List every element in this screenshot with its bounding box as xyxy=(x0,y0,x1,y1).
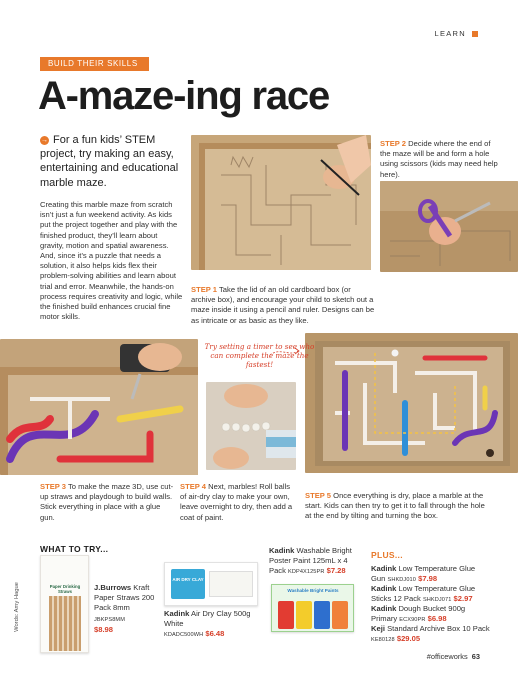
photo-scissors-hole xyxy=(380,181,518,272)
clay-brand: Kadink xyxy=(164,609,190,618)
clay-price: $6.48 xyxy=(205,629,225,639)
paint-brand: Kadink xyxy=(269,546,295,555)
plus-item-1-brand: Kadink xyxy=(371,564,397,573)
plus-item-4-price: $29.05 xyxy=(396,634,421,644)
plus-item-2-code: SHKDJ071 xyxy=(422,597,452,604)
plus-item-3-code: ECX90PR xyxy=(399,617,426,624)
banner-label: BUILD THEIR SKILLS xyxy=(48,59,138,68)
straws-brand: J.Burrows xyxy=(94,583,132,592)
plus-item-4-code: KE80128 xyxy=(371,637,395,644)
step2-text: Decide where the end of the maze will be and form a hole using scissors (kids may need help here). xyxy=(380,139,498,179)
step4-text: Next, marbles! Roll balls of air-dry clay to make your own, leave overnight to dry, then add a coat of paint. xyxy=(180,482,293,522)
page-title: A-maze-ing race xyxy=(38,74,329,118)
what-to-try-heading: WHAT TO TRY... xyxy=(40,544,109,554)
intro-bullet-icon: → xyxy=(41,137,48,144)
product-straws-info xyxy=(94,583,156,635)
product-paint-info xyxy=(269,546,359,578)
product-straws-image xyxy=(40,555,89,653)
plus-item-3 xyxy=(371,604,491,625)
plus-item-2-price: $2.97 xyxy=(453,594,473,604)
plus-item-3-price: $6.98 xyxy=(427,614,447,624)
product-paint-image xyxy=(271,584,354,632)
step3-text: To make the maze 3D, use cut-up straws and playdough to build walls. Stick everything in place with a glue gun. xyxy=(40,482,174,522)
credit-text: Words: Amy Hague xyxy=(14,582,20,632)
step2-label: STEP 2 xyxy=(380,139,407,148)
plus-item-4 xyxy=(371,624,491,645)
body-paragraph: Creating this marble maze from scratch isn’t just a fun weekend activity. As kids put the project together and play with the finished product, they’ll learn about gravity, motion and spatial awareness. And, since it’s a puzzle that needs a solution, it also helps kids flex their problem-solving abilities and learn about trial and error. Meanwhile, the hands-on process requires creativity and logic, while the finished build enhances crucial fine motor skills. xyxy=(40,200,183,322)
paint-price: $7.28 xyxy=(326,566,346,576)
photo-finished-maze xyxy=(305,333,518,473)
product-clay-image xyxy=(164,562,258,606)
plus-item-1 xyxy=(371,564,491,585)
step2-caption xyxy=(380,139,500,180)
step5-label: STEP 5 xyxy=(305,491,332,500)
plus-item-2 xyxy=(371,584,491,605)
plus-item-1-name: Low Temperature Glue Gun xyxy=(371,564,476,584)
step1-caption xyxy=(191,285,376,326)
paint-pack-label: Washable Bright Paints xyxy=(287,588,339,593)
section-label-text: LEARN xyxy=(434,29,466,38)
straws-price: $8.98 xyxy=(94,624,114,634)
step4-caption xyxy=(180,482,298,523)
paint-name: Washable Bright Poster Paint 125mL x 4 Pack xyxy=(269,546,352,576)
plus-item-3-brand: Kadink xyxy=(371,604,397,613)
step3-caption xyxy=(40,482,175,523)
product-clay-info xyxy=(164,609,264,641)
paint-code: KDP4X125PR xyxy=(288,569,325,576)
step1-label: STEP 1 xyxy=(191,285,218,294)
clay-code: KDADC500WH xyxy=(164,632,204,639)
square-icon xyxy=(472,31,478,37)
straws-name: Kraft Paper Straws 200 Pack 8mm xyxy=(94,583,155,613)
step5-caption xyxy=(305,491,485,522)
photo-clay-marbles xyxy=(206,382,296,470)
page-number: 63 xyxy=(471,652,480,661)
straws-pack-label: Paper Drinking Straws xyxy=(49,584,81,594)
plus-item-2-brand: Kadink xyxy=(371,584,397,593)
step1-text: Take the lid of an old cardboard box (or archive box), and encourage your child to sketch out a maze inside it using a pencil and ruler. Designs can be as intricate or as basic as they like. xyxy=(191,285,375,325)
plus-item-4-brand: Keji xyxy=(371,624,385,633)
plus-item-4-name: Standard Archive Box 10 Pack xyxy=(387,624,490,633)
step5-text: Once everything is dry, place a marble at the start. Kids can then try to get it to fall through the hole at the end by tilting and turning the box. xyxy=(305,491,485,521)
plus-item-1-code: SHKDJ010 xyxy=(387,577,416,584)
footer xyxy=(427,652,480,661)
clay-name: Air Dry Clay 500g White xyxy=(164,609,251,629)
tip-text: Try setting a timer to see who can complete the maze the fastest! xyxy=(204,342,315,370)
plus-heading: PLUS... xyxy=(371,550,403,560)
clay-pack-label: AIR DRY CLAY xyxy=(172,577,204,582)
photo-drawing-maze xyxy=(191,135,371,270)
photo-glue-gun xyxy=(0,339,198,475)
plus-item-3-name: Dough Bucket 900g Primary xyxy=(371,604,466,624)
intro-text xyxy=(40,133,180,190)
intro-text-content: For a fun kids’ STEM project, try making an easy, entertaining and educational marble maze. xyxy=(40,134,179,189)
plus-item-1-price: $7.98 xyxy=(418,574,438,584)
plus-item-2-name: Low Temperature Glue Sticks 12 Pack xyxy=(371,584,476,604)
section-label xyxy=(434,29,478,38)
step3-label: STEP 3 xyxy=(40,482,67,491)
step4-label: STEP 4 xyxy=(180,482,207,491)
tip-arrow-icon xyxy=(268,345,302,359)
straws-code: JBKPS8MM xyxy=(94,616,125,623)
footer-brand: #officeworks xyxy=(426,652,468,661)
